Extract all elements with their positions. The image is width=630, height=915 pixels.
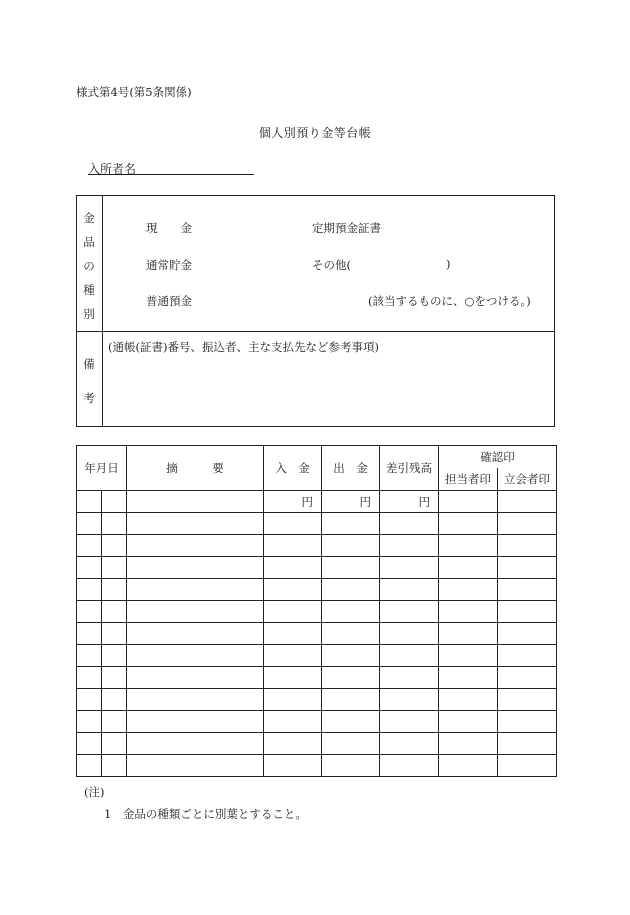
cell-deposit [264, 557, 322, 579]
cell-staff-seal [439, 689, 498, 711]
cell-deposit [264, 579, 322, 601]
cell-month-day [102, 733, 127, 755]
item-type-ordinary-deposit: 普通預金 [146, 294, 192, 308]
cell-balance [380, 623, 439, 645]
cell-deposit [264, 689, 322, 711]
cell-staff-seal [439, 513, 498, 535]
cell-staff-seal [439, 667, 498, 689]
cell-month-day [102, 645, 127, 667]
cell-summary [127, 645, 264, 667]
col-header-deposit: 入 金 [264, 446, 322, 491]
cell-deposit [264, 535, 322, 557]
cell-witness-seal [498, 667, 557, 689]
cell-deposit [264, 667, 322, 689]
col-header-balance: 差引残高 [380, 446, 439, 491]
cell-year [77, 645, 102, 667]
cell-summary [127, 535, 264, 557]
cell-deposit [264, 755, 322, 777]
table-row [77, 491, 557, 513]
cell-balance [380, 755, 439, 777]
cell-summary [127, 491, 264, 513]
cell-witness-seal [498, 733, 557, 755]
cell-balance [380, 557, 439, 579]
cell-withdrawal [322, 579, 380, 601]
cell-staff-seal [439, 733, 498, 755]
cell-month-day [102, 557, 127, 579]
cell-summary [127, 557, 264, 579]
item-type-side-char: 別 [83, 307, 95, 321]
cell-witness-seal [498, 491, 557, 513]
form-number-label: 様式第4号(第5条関係) [76, 85, 192, 99]
table-row [77, 645, 557, 667]
cell-staff-seal [439, 579, 498, 601]
cell-year [77, 491, 102, 513]
ledger-table [76, 445, 557, 777]
item-type-side-char: 品 [83, 235, 95, 249]
cell-summary [127, 579, 264, 601]
item-type-box-divider-vertical [102, 195, 103, 427]
cell-deposit [264, 601, 322, 623]
cell-withdrawal [322, 667, 380, 689]
cell-month-day [102, 711, 127, 733]
cell-staff-seal [439, 755, 498, 777]
item-type-side-char: 金 [83, 211, 95, 225]
cell-witness-seal [498, 689, 557, 711]
cell-year [77, 689, 102, 711]
cell-withdrawal-unit: 円 [322, 491, 380, 513]
cell-month-day [102, 491, 127, 513]
cell-witness-seal [498, 711, 557, 733]
cell-month-day [102, 755, 127, 777]
table-row [77, 535, 557, 557]
cell-witness-seal [498, 513, 557, 535]
col-header-withdrawal: 出 金 [322, 446, 380, 491]
cell-year [77, 535, 102, 557]
cell-withdrawal [322, 711, 380, 733]
item-type-other-close: ) [446, 257, 451, 271]
ledger-blank-rows [77, 513, 557, 777]
cell-summary [127, 733, 264, 755]
remarks-side-char: 備 [83, 357, 95, 371]
cell-witness-seal [498, 557, 557, 579]
col-header-date: 年月日 [77, 446, 127, 491]
cell-deposit [264, 623, 322, 645]
cell-staff-seal [439, 535, 498, 557]
cell-summary [127, 623, 264, 645]
cell-summary [127, 513, 264, 535]
item-type-side-char: の [83, 259, 95, 273]
item-type-side-char: 種 [83, 283, 95, 297]
cell-withdrawal [322, 755, 380, 777]
cell-withdrawal [322, 733, 380, 755]
cell-year [77, 579, 102, 601]
cell-staff-seal [439, 601, 498, 623]
table-row [77, 513, 557, 535]
cell-witness-seal [498, 645, 557, 667]
table-row [77, 623, 557, 645]
cell-staff-seal [439, 623, 498, 645]
cell-staff-seal [439, 645, 498, 667]
cell-witness-seal [498, 755, 557, 777]
table-row [77, 667, 557, 689]
resident-name-underline [88, 174, 254, 175]
cell-summary [127, 667, 264, 689]
cell-month-day [102, 513, 127, 535]
cell-balance [380, 601, 439, 623]
col-header-confirm: 確認印 [439, 446, 557, 469]
cell-year [77, 601, 102, 623]
item-type-time-deposit-certificate: 定期預金証書 [312, 221, 381, 235]
cell-withdrawal [322, 535, 380, 557]
resident-name-label: 入所者名 [88, 162, 137, 176]
item-type-other: その他( [312, 258, 351, 272]
cell-staff-seal [439, 557, 498, 579]
cell-balance [380, 689, 439, 711]
cell-summary [127, 755, 264, 777]
remarks-side-char: 考 [83, 391, 95, 405]
cell-summary [127, 711, 264, 733]
cell-witness-seal [498, 623, 557, 645]
cell-deposit-unit: 円 [264, 491, 322, 513]
cell-balance-unit: 円 [380, 491, 439, 513]
cell-witness-seal [498, 579, 557, 601]
cell-deposit [264, 513, 322, 535]
cell-summary [127, 601, 264, 623]
table-row [77, 689, 557, 711]
notes-item: 1 金品の種類ごとに別葉とすること。 [104, 807, 307, 821]
cell-year [77, 755, 102, 777]
cell-year [77, 513, 102, 535]
item-type-ordinary-savings: 通常貯金 [146, 258, 192, 272]
col-header-summary: 摘 要 [127, 446, 264, 491]
cell-deposit [264, 711, 322, 733]
cell-month-day [102, 601, 127, 623]
table-row [77, 601, 557, 623]
cell-balance [380, 711, 439, 733]
table-row [77, 557, 557, 579]
cell-month-day [102, 623, 127, 645]
cell-year [77, 733, 102, 755]
table-row [77, 579, 557, 601]
cell-summary [127, 689, 264, 711]
cell-deposit [264, 733, 322, 755]
cell-month-day [102, 579, 127, 601]
item-type-box-divider-horizontal [76, 331, 555, 332]
document-title: 個人別預り金等台帳 [258, 126, 372, 140]
cell-balance [380, 513, 439, 535]
table-row [77, 711, 557, 733]
notes-title: (注) [84, 785, 105, 799]
cell-year [77, 667, 102, 689]
cell-witness-seal [498, 535, 557, 557]
cell-balance [380, 579, 439, 601]
cell-month-day [102, 535, 127, 557]
cell-year [77, 557, 102, 579]
cell-balance [380, 535, 439, 557]
cell-withdrawal [322, 513, 380, 535]
cell-witness-seal [498, 601, 557, 623]
cell-withdrawal [322, 557, 380, 579]
col-header-staff-seal: 担当者印 [439, 468, 498, 491]
cell-balance [380, 733, 439, 755]
col-header-witness-seal: 立会者印 [498, 468, 557, 491]
cell-year [77, 711, 102, 733]
cell-deposit [264, 645, 322, 667]
item-type-instruction: (該当するものに、○をつける。) [368, 294, 531, 308]
cell-month-day [102, 667, 127, 689]
cell-staff-seal [439, 491, 498, 513]
cell-withdrawal [322, 645, 380, 667]
cell-withdrawal [322, 623, 380, 645]
table-row [77, 755, 557, 777]
item-type-cash: 現 金 [146, 221, 192, 235]
cell-staff-seal [439, 711, 498, 733]
cell-balance [380, 645, 439, 667]
cell-year [77, 623, 102, 645]
cell-month-day [102, 689, 127, 711]
remarks-hint: (通帳(証書)番号、振込者、主な支払先など参考事項) [108, 340, 379, 354]
cell-balance [380, 667, 439, 689]
cell-withdrawal [322, 689, 380, 711]
table-row [77, 733, 557, 755]
cell-withdrawal [322, 601, 380, 623]
